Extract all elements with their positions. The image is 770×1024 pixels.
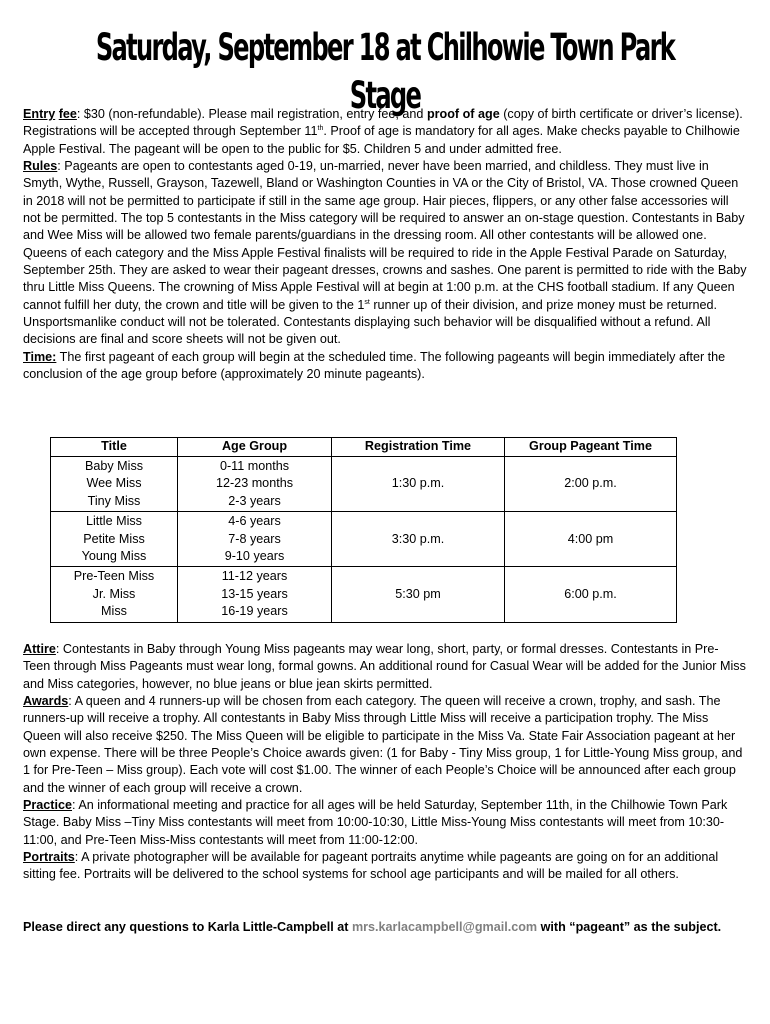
time-paragraph [23,349,748,384]
awards-label: Awards [23,694,69,709]
header-age-group: Age Group [178,438,332,457]
rules-label: Rules [23,159,58,174]
title-item: Little Miss [86,514,142,529]
title-item: Tiny Miss [87,493,141,508]
age-item: 16-19 years [221,604,288,619]
contact-text-a: Please direct any questions to Karla Little-Campbell at [23,920,352,934]
age-item: 4-6 years [228,514,281,529]
title-item: Wee Miss [86,476,142,491]
attire-text: : Contestants in Baby through Young Miss pageants may wear long, short, party, or formal dresses. Contestants in Pre- Teen through Miss Pageants must wear long, formal gowns. An additional round for Casual Wear will be added for the Junior Miss and Miss categories, however, no blue jeans or blue jean skirts permitted. [23,642,746,691]
rules-text-a: : Pageants are open to contestants aged 0-19, un-married, never have been married, and childless. They must live in Smyth, Wythe, Russell, Grayson, Tazewell, Bland or Washington Counties in VA or the City of Bristol, VA. Those crowned Queen in 2018 will not be permitted to participate if still in the same age group. Hair pieces, flippers, or any other false accessories will not be permitted. The top 5 contestants in the Miss category will be required to answer an on-stage question. Contestants in Baby and Wee Miss will be allowed two female parents/guardians in the dressing room. All other contestants will be allowed one. Queens of each category and the Miss Apple Festival finalists will be required to ride in the Apple Festival Parade on Saturday, September 25th. They are asked to wear their pageant dresses, crowns and sashes. One parent is permitted to ride with the Baby thru Little Miss Queens. The crowning of Miss Apple Festival will at begin at 1:00 p.m. at the CHS football stadium. If any Queen cannot fulfill her duty, the crown and title will be given to the 1 [23,159,747,312]
rules-text-b: runner up of their division, and prize money must be returned. Unsportsmanlike conduct will not be tolerated. Contestants displaying such behavior will be disqualified without a refund. All decisions are final and score sheets will not be given out. [23,297,718,347]
ages-cell [178,457,332,512]
header-registration-time: Registration Time [332,438,505,457]
titles-cell [51,512,178,567]
table-row [51,457,677,512]
titles-cell [51,567,178,622]
contact-email-link[interactable]: mrs.karlacampbell@gmail.com [351,920,538,934]
awards-paragraph [23,693,748,797]
entry-text-a: : $30 (non-refundable). Please mail registration, entry fee, and [76,107,427,121]
pageant-time-cell: 2:00 p.m. [505,457,677,512]
title-item: Young Miss [81,549,147,564]
attire-label: Attire [23,642,56,656]
title-item: Petite Miss [83,531,145,546]
age-item: 11-12 years [221,569,288,584]
age-item: 0-11 months [219,459,290,473]
registration-cell: 3:30 p.m. [332,512,505,567]
title-item: Pre-Teen Miss [73,569,155,584]
fee-label: fee [58,107,77,121]
attire-paragraph [23,641,748,693]
title-item: Jr. Miss [92,586,136,601]
schedule-table [50,437,677,623]
contact-text-b: with “pageant” as the subject. [537,920,722,934]
practice-text: : An informational meeting and practice for all ages will be held Saturday, September 11th, in the Chilhowie Town Park Stage. Baby Miss –Tiny Miss contestants will meet from 10:00-10:30, Little Miss-Young Miss contestants will meet from 10:30-11:00, and Pre-Teen Miss-Miss contestants will meet from 11:00-12:00. [23,798,728,847]
entry-sup: th [317,125,324,133]
entry-label: Entry [23,107,56,121]
rules-sup: st [364,298,370,306]
portraits-label: Portraits [23,850,75,865]
contact-paragraph [23,919,748,936]
titles-cell [51,457,178,512]
pageant-time-cell: 4:00 pm [505,512,677,567]
age-item: 7-8 years [228,531,281,546]
portraits-text: : A private photographer will be available for pageant portraits anytime while pageants are going on for an additional sitting fee. Portraits will be delivered to the school systems for school age participants and will be mailed for all others. [23,850,719,882]
entry-section [23,106,748,384]
age-item: 2-3 years [228,493,281,508]
age-item: 9-10 years [224,549,285,564]
proof-of-age: proof of age [426,107,500,121]
page-title: Saturday, September 18 at Chilhowie Town Park Stage [95,26,675,118]
header-title: Title [51,438,178,457]
time-text: The first pageant of each group will begin at the scheduled time. The following pageants will begin immediately after the conclusion of the age group before (approximately 20 minute pageants). [23,349,726,382]
portraits-paragraph [23,849,748,884]
table-row [51,512,677,567]
ages-cell [178,512,332,567]
registration-cell: 5:30 pm [332,567,505,622]
age-item: 12-23 months [215,476,293,491]
practice-paragraph [23,797,748,849]
time-label: Time: [23,349,57,364]
pageant-time-cell: 6:00 p.m. [505,567,677,622]
title-item: Baby Miss [84,459,144,473]
entry-paragraph [23,106,748,158]
lower-section [23,641,748,884]
ages-cell [178,567,332,622]
table-header-row [51,438,677,457]
header-group-pageant-time: Group Pageant Time [505,438,677,457]
entry-text-b: (copy of birth certificate or driver’s license). Registrations will be accepted through September 11 [23,107,743,139]
practice-label: Practice [23,798,73,813]
table-row [51,567,677,622]
registration-cell: 1:30 p.m. [332,457,505,512]
rules-paragraph [23,158,748,349]
title-item: Miss [101,604,127,619]
entry-text-c: . Proof of age is mandatory for all ages. Make checks payable to Chilhowie Apple Festival. The pageant will be open to the public for $5. Children 5 and under admitted free. [23,124,740,156]
awards-text: : A queen and 4 runners-up will be chosen from each category. The queen will receive a crown, trophy, and sash. The runners-up will receive a trophy. All contestants in Baby Miss through Little Miss will receive a participation trophy. The Miss Queen will also receive $250. The Miss Queen will be eligible to participate in the Miss Va. State Fair Association pageant at her own expense. There will be three People’s Choice awards given: (1 for Baby - Tiny Miss group, 1 for Little-Young Miss group, and 1 for Pre-Teen – Miss group). Each vote will cost $1.00. The winner of each People’s Choice will be announced after each group and the winner of each group will receive a crown. [23,694,743,795]
age-item: 13-15 years [221,586,288,601]
